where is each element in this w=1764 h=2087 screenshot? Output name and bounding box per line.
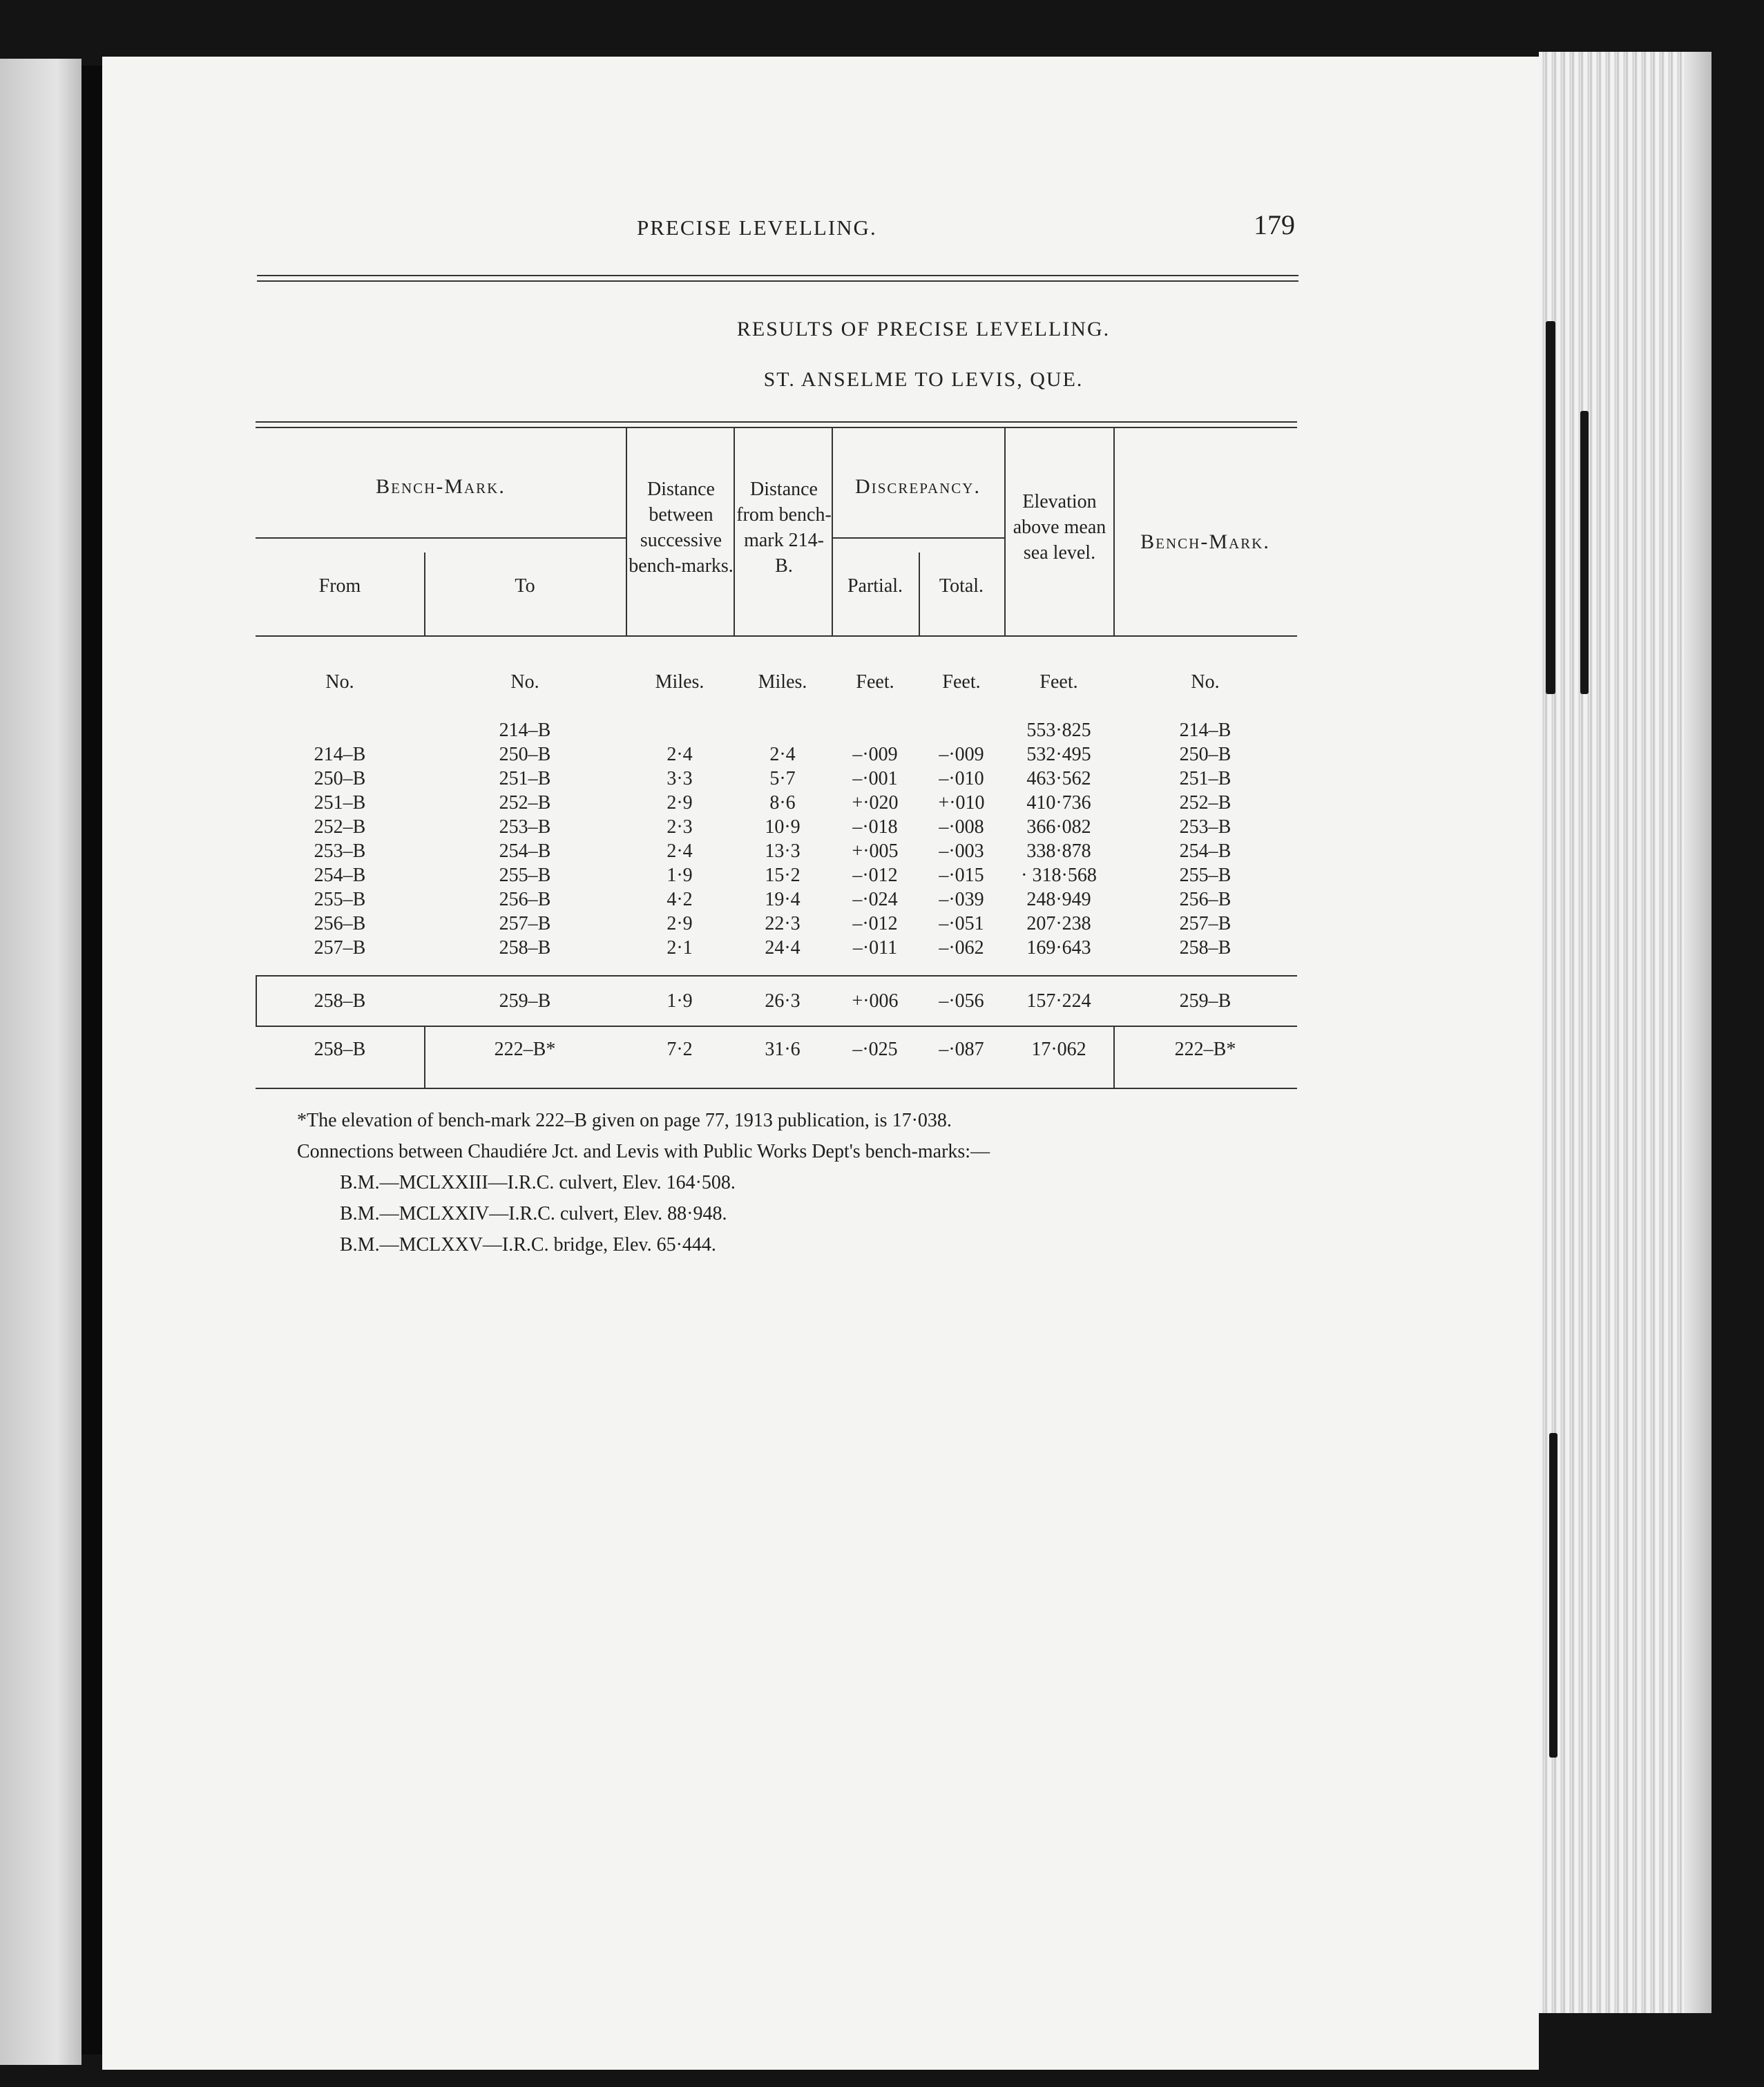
section-row-distance-between: 7·2 [667,1039,693,1060]
section-row-partial: +·006 [852,990,899,1012]
section-row-elevation: 157·224 [1026,990,1091,1012]
section-row-distance-between: 1·9 [667,990,693,1012]
table-row-partial: +·020 [852,792,899,814]
table-row-bench-mark: 250–B [1179,744,1231,765]
table-row-from: 252–B [314,816,366,838]
table-row-elevation: 553·825 [1026,720,1091,741]
table-row-elevation: 248·949 [1026,889,1091,910]
table-row-total: –·062 [939,937,984,959]
running-head: PRECISE LEVELLING. [637,215,877,240]
table-title: RESULTS OF PRECISE LEVELLING. [736,318,1111,340]
table-row-elevation: 169·643 [1026,937,1091,959]
unit-to: No. [510,671,539,693]
table-row-bench-mark: 252–B [1179,792,1231,814]
table-row-to: 253–B [499,816,551,838]
facing-page [0,59,82,2065]
header-distance-between: Distance between successive bench-marks. [629,479,734,577]
table-row-to: 257–B [499,913,551,934]
header-rule [257,280,1298,282]
table-row-bench-mark: 253–B [1179,816,1231,838]
table-row-bench-mark: 258–B [1179,937,1231,959]
header-discrepancy: Discrepancy. [855,475,981,498]
section-rule [256,975,1297,977]
header-elevation: Elevation above mean sea level. [1013,491,1106,564]
header-to: To [515,575,535,597]
table-row-partial: +·005 [852,840,899,862]
table-row-distance-between: 2·3 [667,816,693,838]
table-row-partial: –·018 [852,816,898,838]
table-row-bench-mark: 257–B [1179,913,1231,934]
table-row-distance-between: 1·9 [667,865,693,886]
footnote-connections: Connections between Chaudiére Jct. and Levis with Public Works Dept's bench-marks:— [297,1141,990,1162]
section-rule [256,1026,1297,1027]
table-row-elevation: 366·082 [1026,816,1091,838]
table-row-total: –·003 [939,840,984,862]
table-row-partial: –·009 [852,744,898,765]
section-row-bench-mark: 259–B [1179,990,1231,1012]
table-row-to: 214–B [499,720,551,741]
table-row-total: –·051 [939,913,984,934]
table-row-elevation: 207·238 [1026,913,1091,934]
table-row-to: 254–B [499,840,551,862]
table-row-total: –·008 [939,816,984,838]
table-row-distance-from: 15·2 [765,865,800,886]
table-row-distance-from: 8·6 [769,792,796,814]
table-row-distance-between: 2·4 [667,840,693,862]
header-distance-from: Distance from bench-mark 214-B. [736,479,832,577]
page-edges [1539,52,1712,2013]
table-row-from: 250–B [314,768,366,789]
table-row-from: 214–B [314,744,366,765]
table-row-bench-mark: 251–B [1179,768,1231,789]
table-row-bench-mark: 255–B [1179,865,1231,886]
header-bottom-rule [256,635,1297,637]
unit-total: Feet. [942,671,981,693]
page-number: 179 [1254,209,1295,240]
table-row-to: 256–B [499,889,551,910]
table-row-total: –·039 [939,889,984,910]
table-row-distance-between: 3·3 [667,768,693,789]
header-total: Total. [939,575,984,597]
column-rule [626,428,627,635]
unit-from: No. [325,671,354,693]
unit-distance-from: Miles. [758,671,807,693]
unit-distance-between: Miles. [655,671,704,693]
section-row-elevation: 17·062 [1031,1039,1086,1060]
table-row-partial: –·012 [852,865,898,886]
section-row-to: 259–B [499,990,551,1012]
section-row-from: 258–B [314,990,366,1012]
footnote-bm-mclxxiv: B.M.—MCLXXIV—I.R.C. culvert, Elev. 88·948. [340,1203,727,1224]
section-row-partial: –·025 [852,1039,898,1060]
section-row-to: 222–B* [494,1039,556,1060]
table-top-rule [256,427,1297,428]
table-row-total: +·010 [938,792,985,814]
table-row-partial: –·024 [852,889,898,910]
section-row-total: –·056 [939,990,984,1012]
table-row-bench-mark: 256–B [1179,889,1231,910]
table-row-from: 253–B [314,840,366,862]
header-from: From [318,575,361,597]
section-row-bench-mark: 222–B* [1174,1039,1236,1060]
footnote-bm-mclxxv: B.M.—MCLXXV—I.R.C. bridge, Elev. 65·444. [340,1234,716,1256]
table-row-to: 251–B [499,768,551,789]
section-row-distance-from: 31·6 [765,1039,800,1060]
table-row-distance-from: 5·7 [769,768,796,789]
table-row-from: 255–B [314,889,366,910]
table-row-distance-from: 10·9 [765,816,800,838]
unit-elevation: Feet. [1039,671,1078,693]
table-row-distance-from: 19·4 [765,889,800,910]
discrepancy-subrule [832,537,1004,539]
table-top-rule [256,421,1297,423]
table-row-distance-between: 2·1 [667,937,693,959]
column-rule [832,428,833,635]
table-row-bench-mark: 254–B [1179,840,1231,862]
unit-bench-mark: No. [1191,671,1220,693]
header-partial: Partial. [847,575,903,597]
table-row-distance-from: 2·4 [769,744,796,765]
table-row-distance-between: 2·9 [667,792,693,814]
section-row-from: 258–B [314,1039,366,1060]
column-rule [734,428,735,635]
book-page [102,57,1539,2070]
table-subtitle: ST. ANSELME TO LEVIS, QUE. [763,368,1084,391]
table-bottom-rule [256,1088,1297,1089]
footnote-bm-mclxxiii: B.M.—MCLXXIII—I.R.C. culvert, Elev. 164·508. [340,1172,736,1193]
table-row-total: –·015 [939,865,984,886]
section-row-distance-from: 26·3 [765,990,800,1012]
footnote-asterisk: *The elevation of bench-mark 222–B given on page 77, 1913 publication, is 17·038. [297,1110,952,1131]
table-row-elevation: 410·736 [1026,792,1091,814]
unit-partial: Feet. [856,671,894,693]
table-row-total: –·010 [939,768,984,789]
table-row-to: 255–B [499,865,551,886]
table-row-distance-between: 2·4 [667,744,693,765]
header-rule [257,275,1298,276]
table-row-bench-mark: 214–B [1179,720,1231,741]
edge-mark [1580,411,1589,694]
table-row-to: 250–B [499,744,551,765]
table-row-partial: –·011 [852,937,898,959]
table-row-from: 256–B [314,913,366,934]
table-row-elevation: 532·495 [1026,744,1091,765]
table-row-distance-from: 24·4 [765,937,800,959]
table-row-total: –·009 [939,744,984,765]
table-row-elevation: · 318·568 [1021,865,1097,886]
table-row-elevation: 338·878 [1026,840,1091,862]
table-row-from: 251–B [314,792,366,814]
table-row-distance-from: 13·3 [765,840,800,862]
table-row-partial: –·012 [852,913,898,934]
footnotes [297,1105,990,1260]
table-row-distance-from: 22·3 [765,913,800,934]
table-row-distance-between: 2·9 [667,913,693,934]
section-row-total: –·087 [939,1039,984,1060]
table-row-to: 252–B [499,792,551,814]
book-gutter [82,66,102,2055]
header-bench-mark-right: Bench-Mark. [1140,530,1270,553]
header-bench-mark: Bench-Mark. [376,475,506,498]
table-row-to: 258–B [499,937,551,959]
table-row-partial: –·001 [852,768,898,789]
table-row-from: 254–B [314,865,366,886]
bench-mark-subrule [256,537,626,539]
table-row-from: 257–B [314,937,366,959]
table-row-elevation: 463·562 [1026,768,1091,789]
table-row-distance-between: 4·2 [667,889,693,910]
edge-mark [1549,1433,1557,1758]
